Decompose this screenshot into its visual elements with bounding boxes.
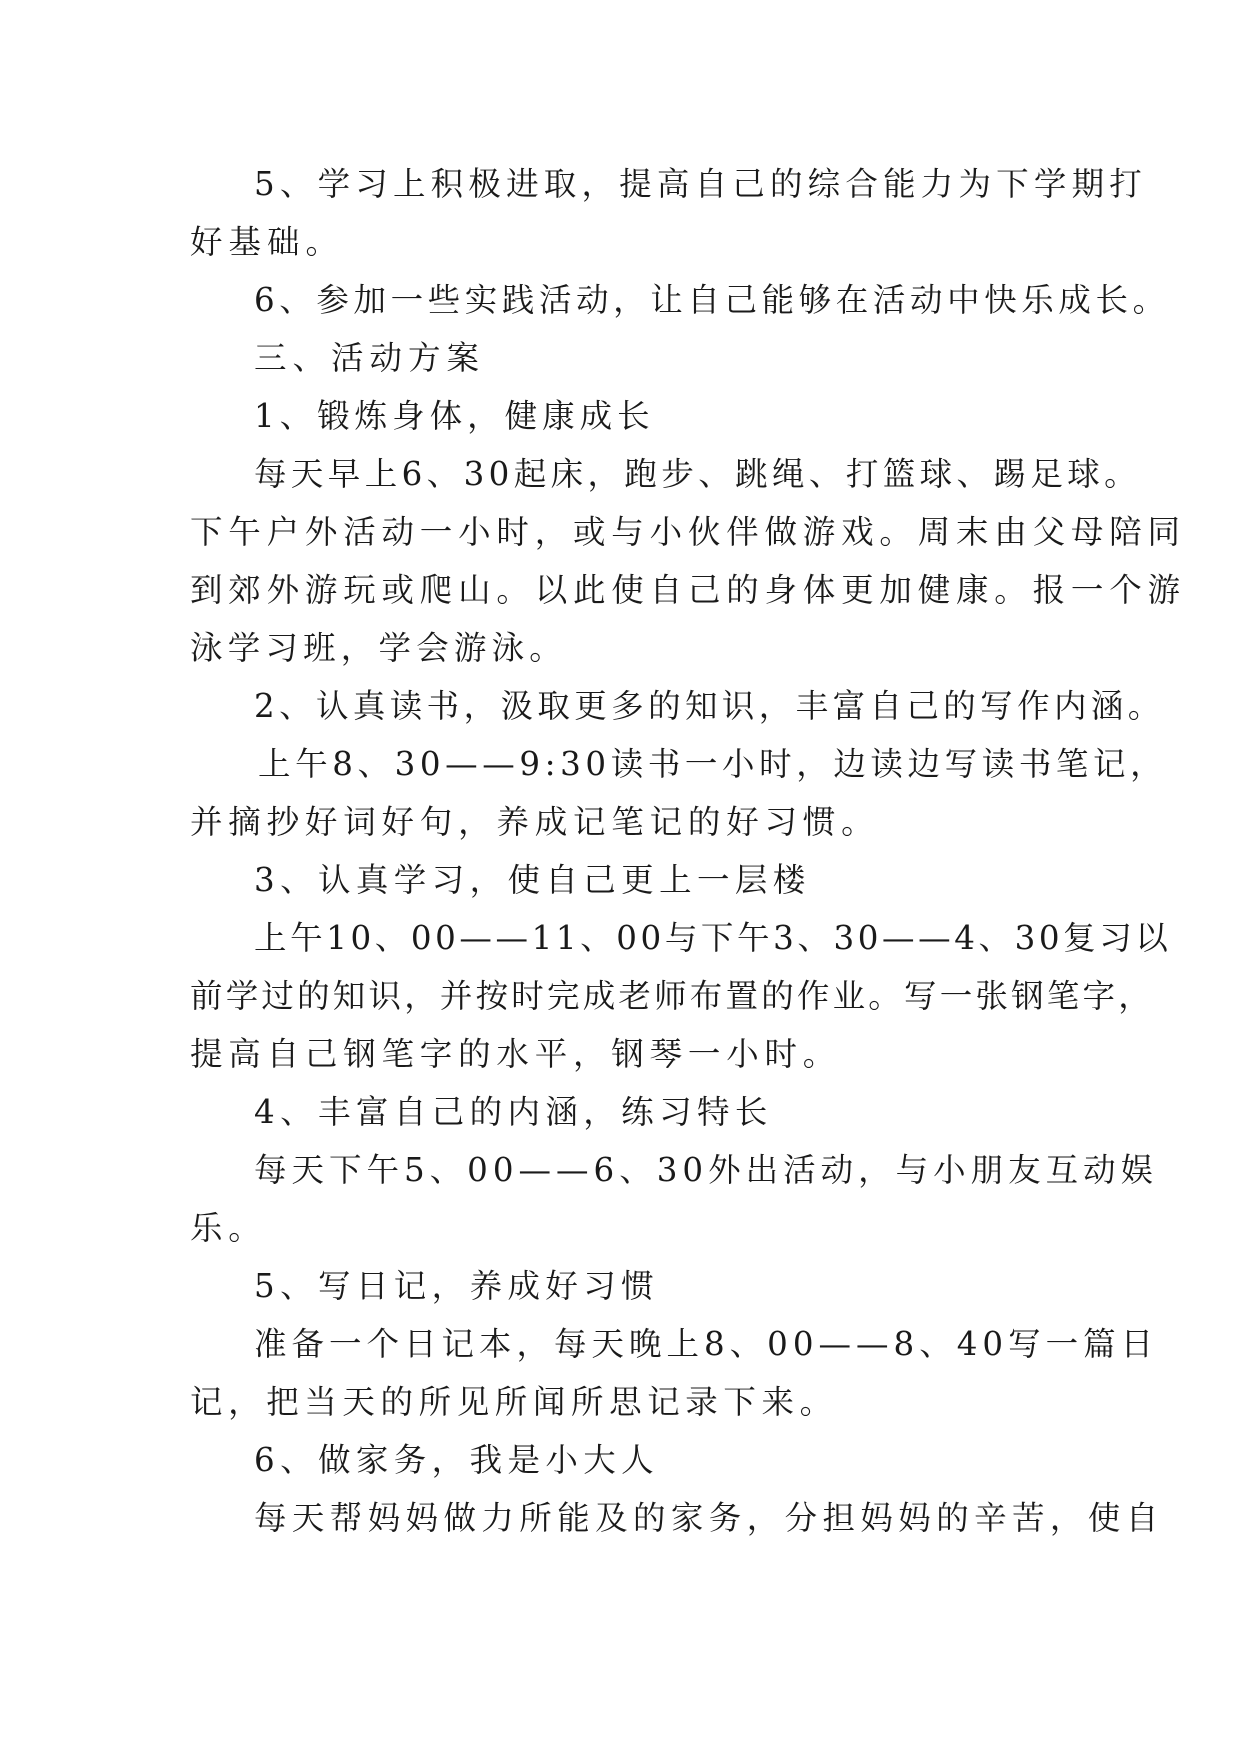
paragraph-line: 好基础。 (190, 223, 345, 261)
item-heading: 3、认真学习，使自己更上一层楼 (254, 861, 811, 899)
paragraph-line: 提高自己钢笔字的水平，钢琴一小时。 (190, 1035, 842, 1073)
paragraph-line: 到郊外游玩或爬山。以此使自己的身体更加健康。报一个游 (190, 571, 1186, 609)
item-heading: 4、丰富自己的内涵，练习特长 (254, 1093, 773, 1131)
paragraph-line: 准备一个日记本，每天晚上8、00——8、40写一篇日 (254, 1325, 1159, 1363)
paragraph-line: 下午户外活动一小时，或与小伙伴做游戏。周末由父母陪同 (190, 513, 1186, 551)
paragraph-line: 并摘抄好词好句，养成记笔记的好习惯。 (190, 803, 880, 841)
paragraph-line: 6、参加一些实践活动，让自己能够在活动中快乐成长。 (254, 281, 1170, 319)
item-heading: 2、认真读书，汲取更多的知识，丰富自己的写作内涵。 (254, 687, 1165, 725)
paragraph-line: 每天早上6、30起床，跑步、跳绳、打篮球、踢足球。 (254, 455, 1142, 493)
item-heading: 1、锻炼身体，健康成长 (254, 397, 655, 435)
paragraph-line: 上午8、30——9:30读书一小时，边读边写读书笔记， (258, 745, 1168, 783)
item-heading: 6、做家务，我是小大人 (254, 1441, 660, 1479)
paragraph-line: 上午10、00——11、00与下午3、30——4、30复习以 (254, 919, 1172, 957)
paragraph-line: 泳学习班，学会游泳。 (190, 629, 568, 667)
paragraph-line: 前学过的知识，并按时完成老师布置的作业。写一张钢笔字， (190, 977, 1154, 1015)
paragraph-line: 乐。 (190, 1209, 267, 1247)
paragraph-line: 记，把当天的所见所闻所思记录下来。 (190, 1383, 838, 1421)
paragraph-line: 每天帮妈妈做力所能及的家务，分担妈妈的辛苦，使自 (254, 1499, 1164, 1537)
paragraph-line: 每天下午5、00——6、30外出活动，与小朋友互动娱 (254, 1151, 1159, 1189)
section-heading: 三、活动方案 (254, 339, 486, 377)
paragraph-line: 5、学习上积极进取，提高自己的综合能力为下学期打 (254, 165, 1147, 203)
item-heading: 5、写日记，养成好习惯 (254, 1267, 660, 1305)
